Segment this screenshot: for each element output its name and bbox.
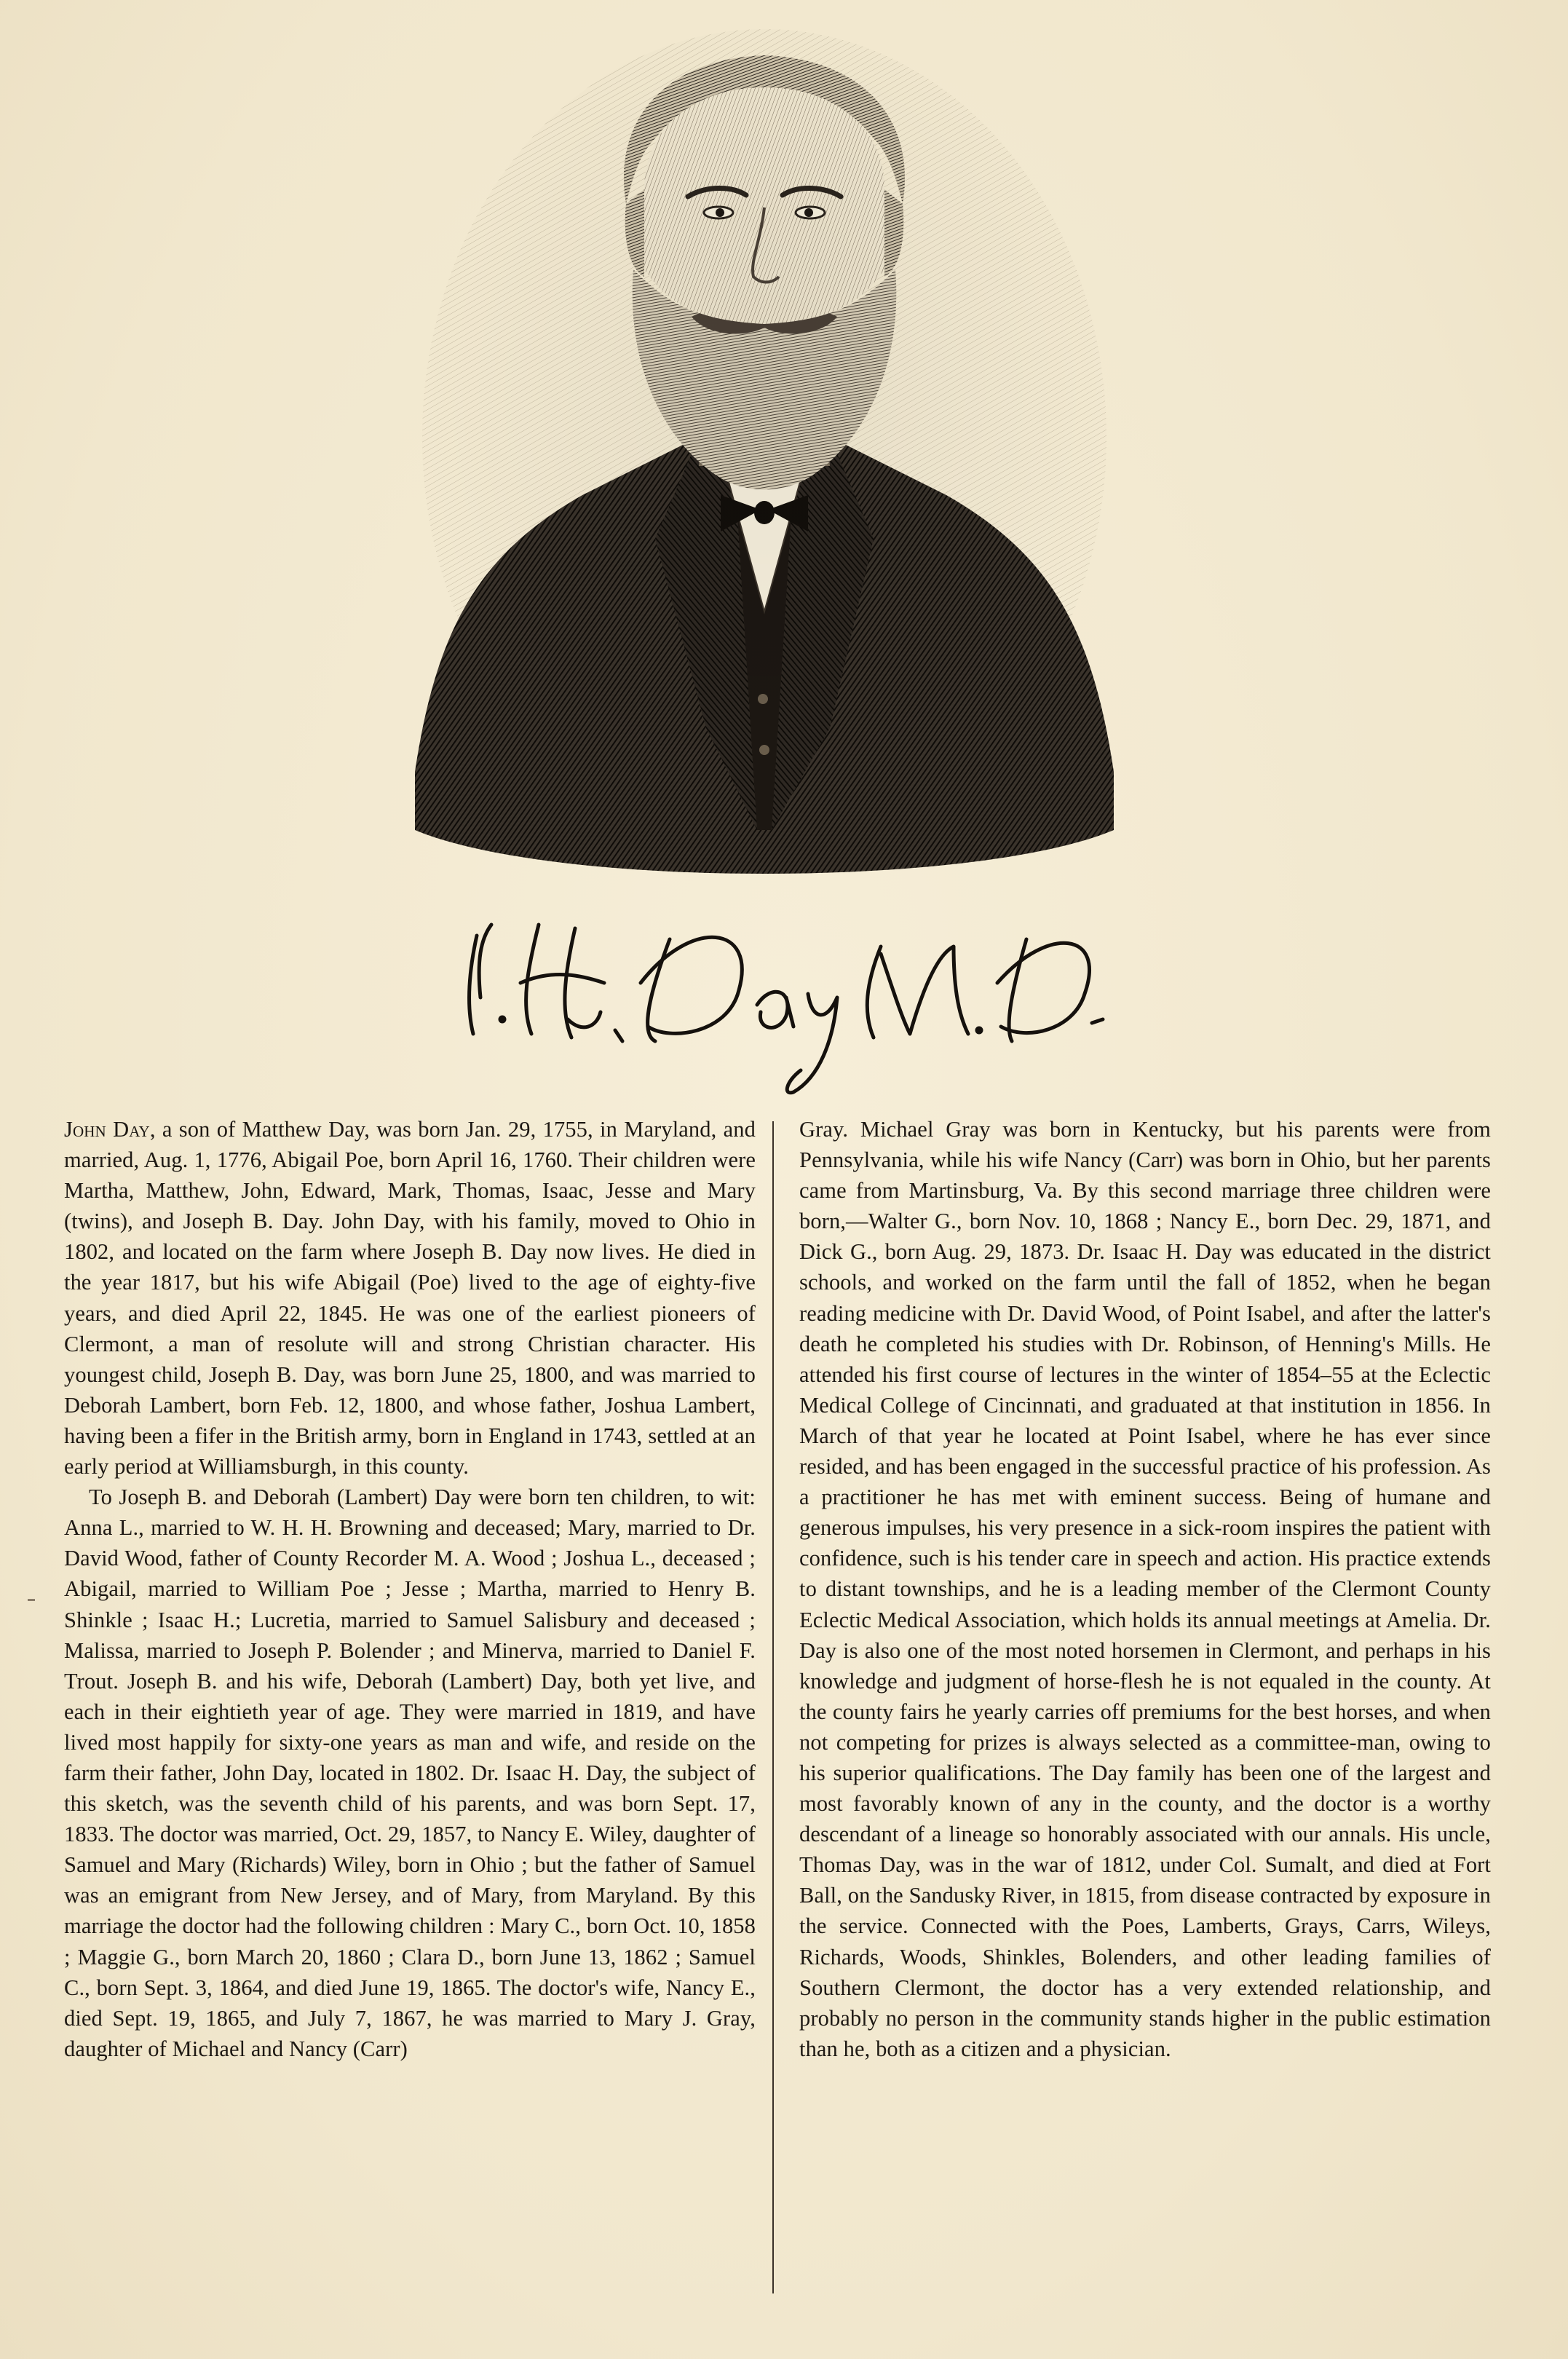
article-right-column xyxy=(799,1114,1491,2064)
paragraph-body: Gray. Michael Gray was born in Kentucky, but his parents were from Pennsylvania, while his wife Nancy (Carr) was born in Ohio, but her parents came from Martinsburg, Va. By this second marriage three children were born,—Walter G., born Nov. 10, 1868 ; Nancy E., born Dec. 29, 1871, and Dick G., born Aug. 29, 1873. Dr. Isaac H. Day was educated in the district schools, and worked on the farm until the fall of 1852, when he began reading medicine with Dr. David Wood, of Point Isabel, and after the latter's death he completed his studies with Dr. Robinson, of Henning's Mills. He attended his first course of lectures in the winter of 1854–55 at the Eclectic Medical College of Cincinnati, and graduated at that institution in 1856. In March of that year he located at Point Isabel, where he has ever since resided, and has been engaged in the successful practice of his profession. As a practitioner he has met with eminent success. Being of humane and generous impulses, his very presence in a sick-room inspires the patient with confidence, such is his tender care in speech and action. His practice extends to distant townships, and he is a leading member of the Clermont County Eclectic Medical Association, which holds its annual meetings at Amelia. Dr. Day is also one of the most noted horsemen in Clermont, and perhaps in his knowledge and judgment of horse-flesh he is not equaled in the county. At the county fairs he yearly carries off premiums for the best horses, and when not competing for prizes is always selected as a committee-man, owing to his superior qualifications. The Day family has been one of the largest and most favorably known of any in the county, and the doctor is a worthy descendant of a lineage so honorably associated with our annals. His uncle, Thomas Day, was in the war of 1812, under Col. Sumalt, and died at Fort Ball, on the Sandusky River, in 1815, from disease contracted by exposure in the service. Connected with the Poes, Lamberts, Grays, Carrs, Wileys, Richards, Woods, Shinkles, Bolenders, and other leading families of Southern Clermont, the doctor has a very extended relationship, and probably no person in the community stands higher in the public estimation than he, both as a citizen and a physician. xyxy=(799,1117,1491,2061)
article-left-column xyxy=(64,1114,756,2064)
paragraph-joseph-day xyxy=(64,1482,756,2064)
column-divider xyxy=(772,1121,774,2293)
signature xyxy=(451,896,1106,1099)
paragraph-body: , a son of Matthew Day, was born Jan. 29, 1755, in Maryland, and married, Aug. 1, 1776, Abigail Poe, born April 16, 1760. Their children were Martha, Matthew, John, Edward, Mark, Thomas, Isaac, Jesse and Mary (twins), and Joseph B. Day. John Day, with his family, moved to Ohio in 1802, and located on the farm where Joseph B. Day now lives. He died in the year 1817, but his wife Abigail (Poe) lived to the age of eighty-five years, and died April 22, 1845. He was one of the earliest pioneers of Clermont, a man of resolute will and strong Christian character. His youngest child, Joseph B. Day, was born June 25, 1800, and was married to Deborah Lambert, born Feb. 12, 1800, and whose father, Joshua Lambert, having been a fifer in the British army, born in England in 1743, settled at an early period at Williamsburgh, in this county. xyxy=(64,1117,756,1479)
engraved-portrait-icon xyxy=(393,29,1136,903)
paragraph-body: To Joseph B. and Deborah (Lambert) Day were born ten children, to wit: Anna L., married to W. H. H. Browning and deceased; Mary, married to Dr. David Wood, father of County Recorder M. A. Wood ; Joshua L., deceased ; Abigail, married to William Poe ; Jesse ; Martha, married to Henry B. Shinkle ; Isaac H.; Lucretia, married to Samuel Salisbury and deceased ; Malissa, married to Joseph P. Bolender ; and Minerva, married to Daniel F. Trout. Joseph B. and his wife, Deborah (Lambert) Day, both yet live, and each in their eightieth year of age. They were married in 1819, and have lived most happily for sixty-one years as man and wife, and reside on the farm their father, John Day, located in 1802. Dr. Isaac H. Day, the subject of this sketch, was the seventh child of his parents, and was born Sept. 17, 1833. The doctor was married, Oct. 29, 1857, to Nancy E. Wiley, daughter of Samuel and Mary (Richards) Wiley, born in Ohio ; but the father of Samuel was an emigrant from New Jersey, and of Mary, from Maryland. By this marriage the doctor had the following children : Mary C., born Oct. 10, 1858 ; Maggie G., born March 20, 1860 ; Clara D., born June 13, 1862 ; Samuel C., born Sept. 3, 1864, and died June 19, 1865. The doctor's wife, Nancy E., died Sept. 19, 1865, and July 7, 1867, he was married to Mary J. Gray, daughter of Michael and Nancy (Carr) xyxy=(64,1485,756,2061)
margin-mark xyxy=(28,1599,35,1601)
paragraph-john-day xyxy=(64,1114,756,1482)
paragraph-lead-name: John Day xyxy=(64,1117,150,1142)
paragraph-continuation xyxy=(799,1114,1491,2064)
